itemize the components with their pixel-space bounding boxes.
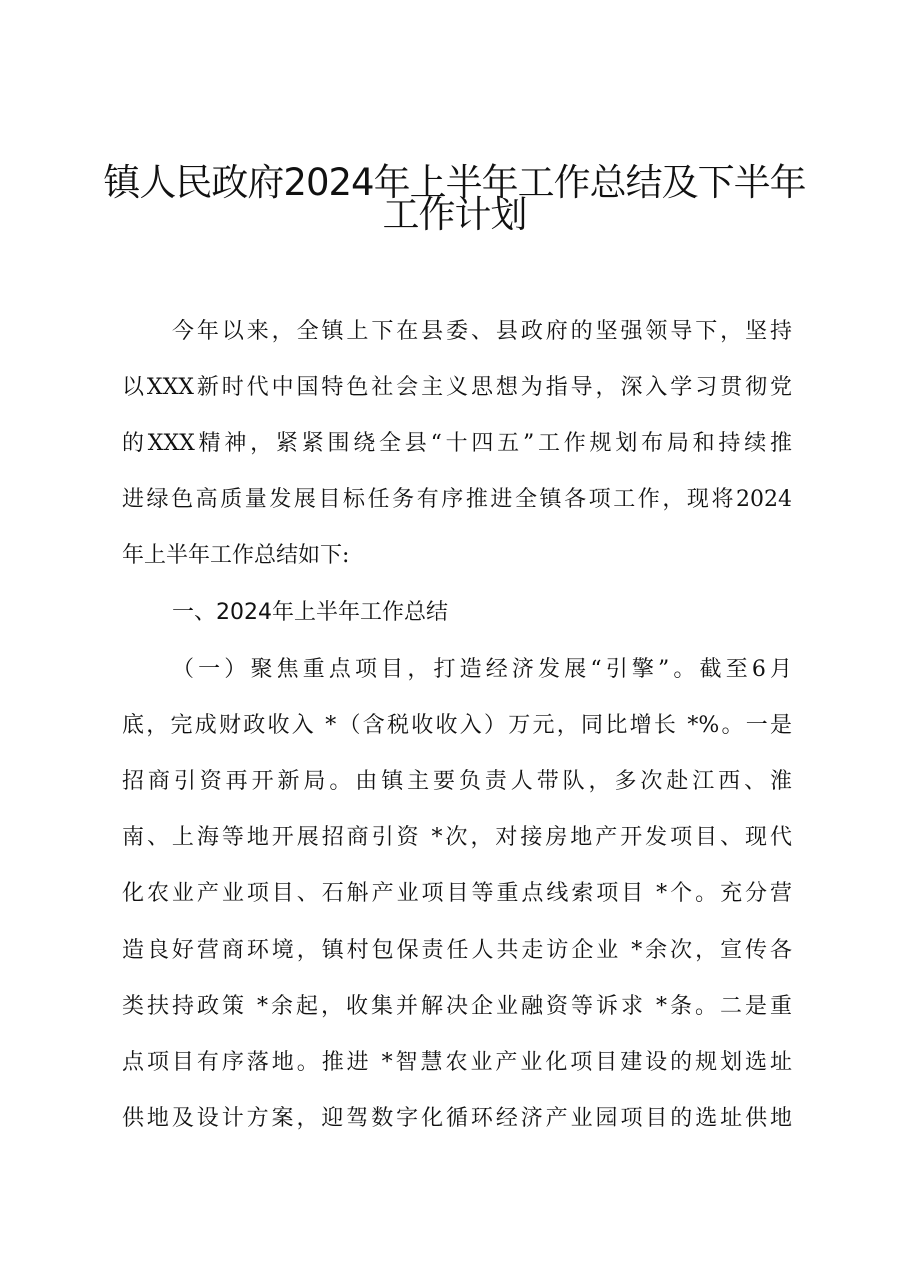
section-paragraph-line: 化农业产业项目、石斛产业项目等重点线索项目 *个。充分营	[122, 881, 792, 906]
document-title-line-2: 工作计划	[382, 193, 527, 236]
document-title-line-1: 镇人民政府2024年上半年工作总结及下半年	[103, 161, 806, 204]
section-paragraph-line: 南、上海等地开展招商引资 *次，对接房地产开发项目、现代	[122, 825, 792, 850]
intro-paragraph-line: 进绿色高质量发展目标任务有序推进全镇各项工作，现将2024	[122, 487, 792, 512]
intro-paragraph-line: 今年以来，全镇上下在县委、县政府的坚强领导下，坚持	[172, 319, 792, 344]
section-paragraph-line: 供地及设计方案，迎驾数字化循环经济产业园项目的选址供地	[122, 1106, 792, 1131]
intro-paragraph-line: 的XXX精神，紧紧围绕全县“十四五”工作规划布局和持续推	[122, 431, 792, 456]
section-paragraph-line: 类扶持政策 *余起，收集并解决企业融资等诉求 *条。二是重	[122, 994, 792, 1019]
section-paragraph-line: 造良好营商环境，镇村包保责任人共走访企业 *余次，宣传各	[122, 938, 792, 963]
section-paragraph-line: 底，完成财政收入 *（含税收收入）万元，同比增长 *%。一是	[122, 713, 792, 738]
section-paragraph-line: 招商引资再开新局。由镇主要负责人带队，多次赴江西、淮	[122, 769, 792, 794]
section-heading: 一、2024年上半年工作总结	[172, 600, 448, 625]
section-paragraph-line: （一）聚焦重点项目，打造经济发展“引擎”。截至6月	[172, 657, 792, 682]
intro-paragraph-line: 以XXX新时代中国特色社会主义思想为指导，深入学习贯彻党	[122, 375, 792, 400]
intro-paragraph-line: 年上半年工作总结如下:	[122, 543, 350, 568]
section-paragraph-line: 点项目有序落地。推进 *智慧农业产业化项目建设的规划选址	[122, 1050, 792, 1075]
